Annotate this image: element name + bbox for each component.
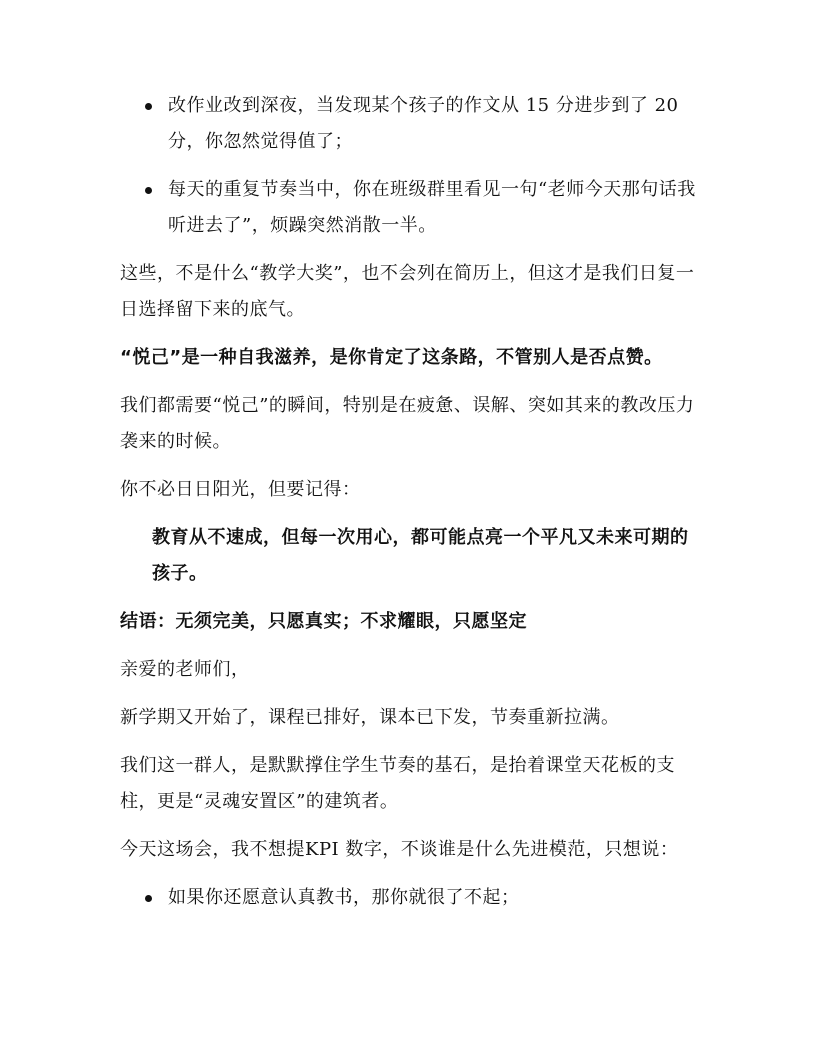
paragraph: 新学期又开始了，课程已排好，课本已下发，节奏重新拉满。 (120, 707, 620, 728)
bullet-list-top (120, 88, 696, 244)
bullet-icon (145, 187, 152, 194)
section-heading: 结语：无须完美，只愿真实；不求耀眼，只愿坚定 (120, 611, 527, 632)
bullet-list-bottom (120, 880, 696, 916)
paragraph: 亲爱的老师们， (120, 659, 250, 680)
document-content (120, 88, 696, 928)
list-item-text: 改作业改到深夜，当发现某个孩子的作文从 15 分进步到了 20 分，你忽然觉得值了； (168, 95, 679, 152)
list-item-text: 每天的重复节奏当中，你在班级群里看见一句“老师今天那句话我听进去了”，烦躁突然消散一半。 (168, 179, 696, 236)
bold-paragraph: “悦己”是一种自我滋养，是你肯定了这条路，不管别人是否点赞。 (120, 347, 663, 368)
bullet-icon (145, 895, 152, 902)
block-quote: 教育从不速成，但每一次用心，都可能点亮一个平凡又未来可期的孩子。 (152, 527, 689, 584)
list-item (120, 88, 696, 160)
list-item (120, 172, 696, 244)
bullet-icon (145, 103, 152, 110)
list-item-text: 如果你还愿意认真教书，那你就很了不起； (168, 887, 520, 908)
list-item (120, 880, 696, 916)
paragraph: 我们这一群人，是默默撑住学生节奏的基石，是抬着课堂天花板的支柱，更是“灵魂安置区”的建筑者。 (120, 755, 675, 812)
paragraph: 这些，不是什么“教学大奖”，也不会列在简历上，但这才是我们日复一日选择留下来的底气。 (120, 263, 695, 320)
paragraph: 我们都需要“悦己”的瞬间，特别是在疲惫、误解、突如其来的教改压力袭来的时候。 (120, 395, 695, 452)
paragraph: 今天这场会，我不想提KPI 数字，不谈谁是什么先进模范，只想说： (120, 839, 679, 860)
paragraph: 你不必日日阳光，但要记得： (120, 479, 361, 500)
